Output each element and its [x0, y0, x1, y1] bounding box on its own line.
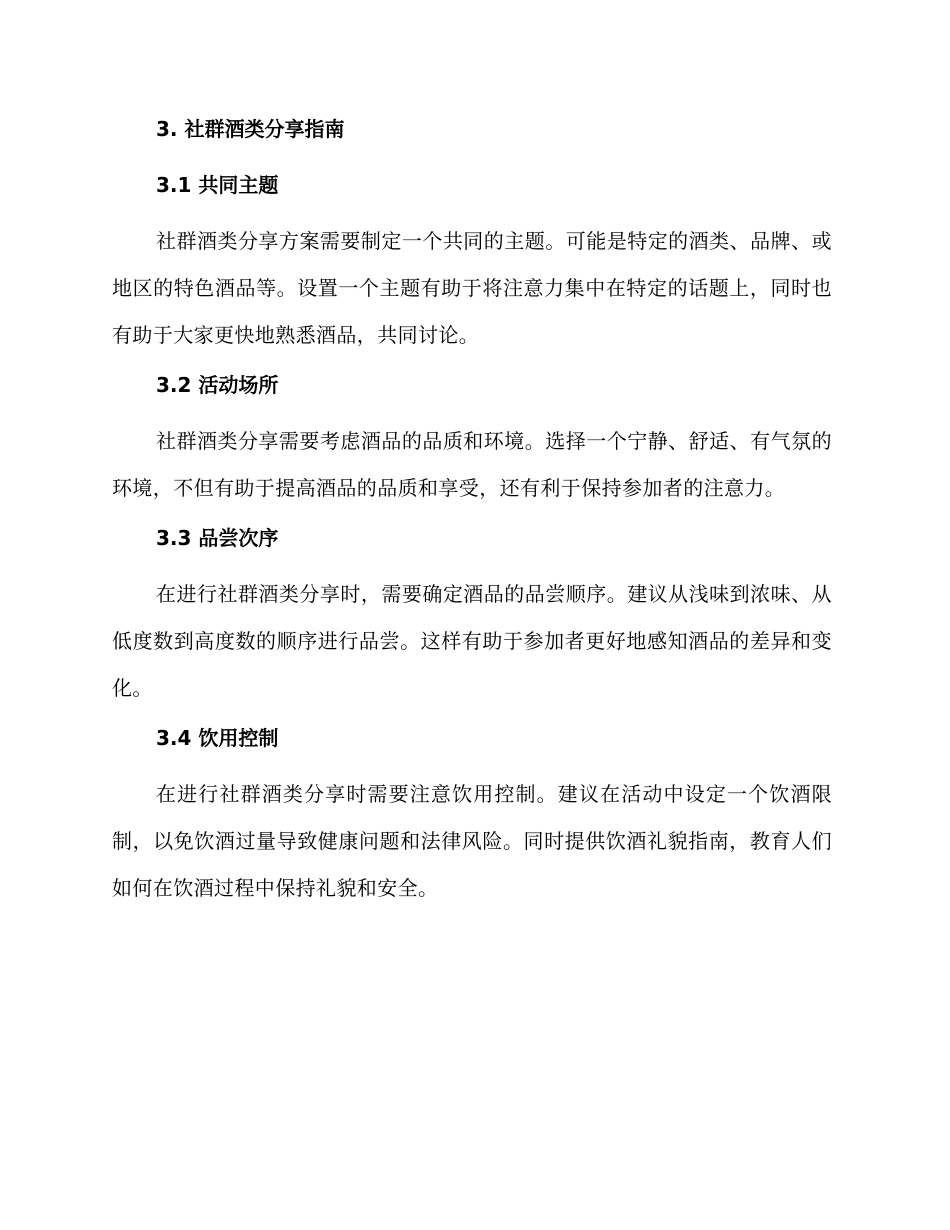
- subsection-body-3-4: 在进行社群酒类分享时需要注意饮用控制。建议在活动中设定一个饮酒限制，以免饮酒过量导致健康问题和法律风险。同时提供饮酒礼貌指南，教育人们如何在饮酒过程中保持礼貌和安全。: [112, 782, 832, 900]
- subsection-body-3-2: 社群酒类分享需要考虑酒品的品质和环境。选择一个宁静、舒适、有气氛的环境，不但有助于提高酒品的品质和享受，还有利于保持参加者的注意力。: [112, 429, 832, 500]
- section-title: 3. 社群酒类分享指南: [156, 117, 345, 141]
- document-content: [112, 112, 832, 921]
- subsection-body-3-3: 在进行社群酒类分享时，需要确定酒品的品尝顺序。建议从浅味到浓味、从低度数到高度数的顺序进行品尝。这样有助于参加者更好地感知酒品的差异和变化。: [112, 582, 832, 700]
- subsection-heading-3-2: 3.2 活动场所: [156, 373, 279, 397]
- subsection-heading-3-4: 3.4 饮用控制: [156, 726, 279, 750]
- subsection-heading-3-3: 3.3 品尝次序: [156, 526, 279, 550]
- subsection-heading-3-1: 3.1 共同主题: [156, 173, 279, 197]
- subsection-body-3-1: 社群酒类分享方案需要制定一个共同的主题。可能是特定的酒类、品牌、或地区的特色酒品等。设置一个主题有助于将注意力集中在特定的话题上，同时也有助于大家更快地熟悉酒品，共同讨论。: [112, 229, 832, 347]
